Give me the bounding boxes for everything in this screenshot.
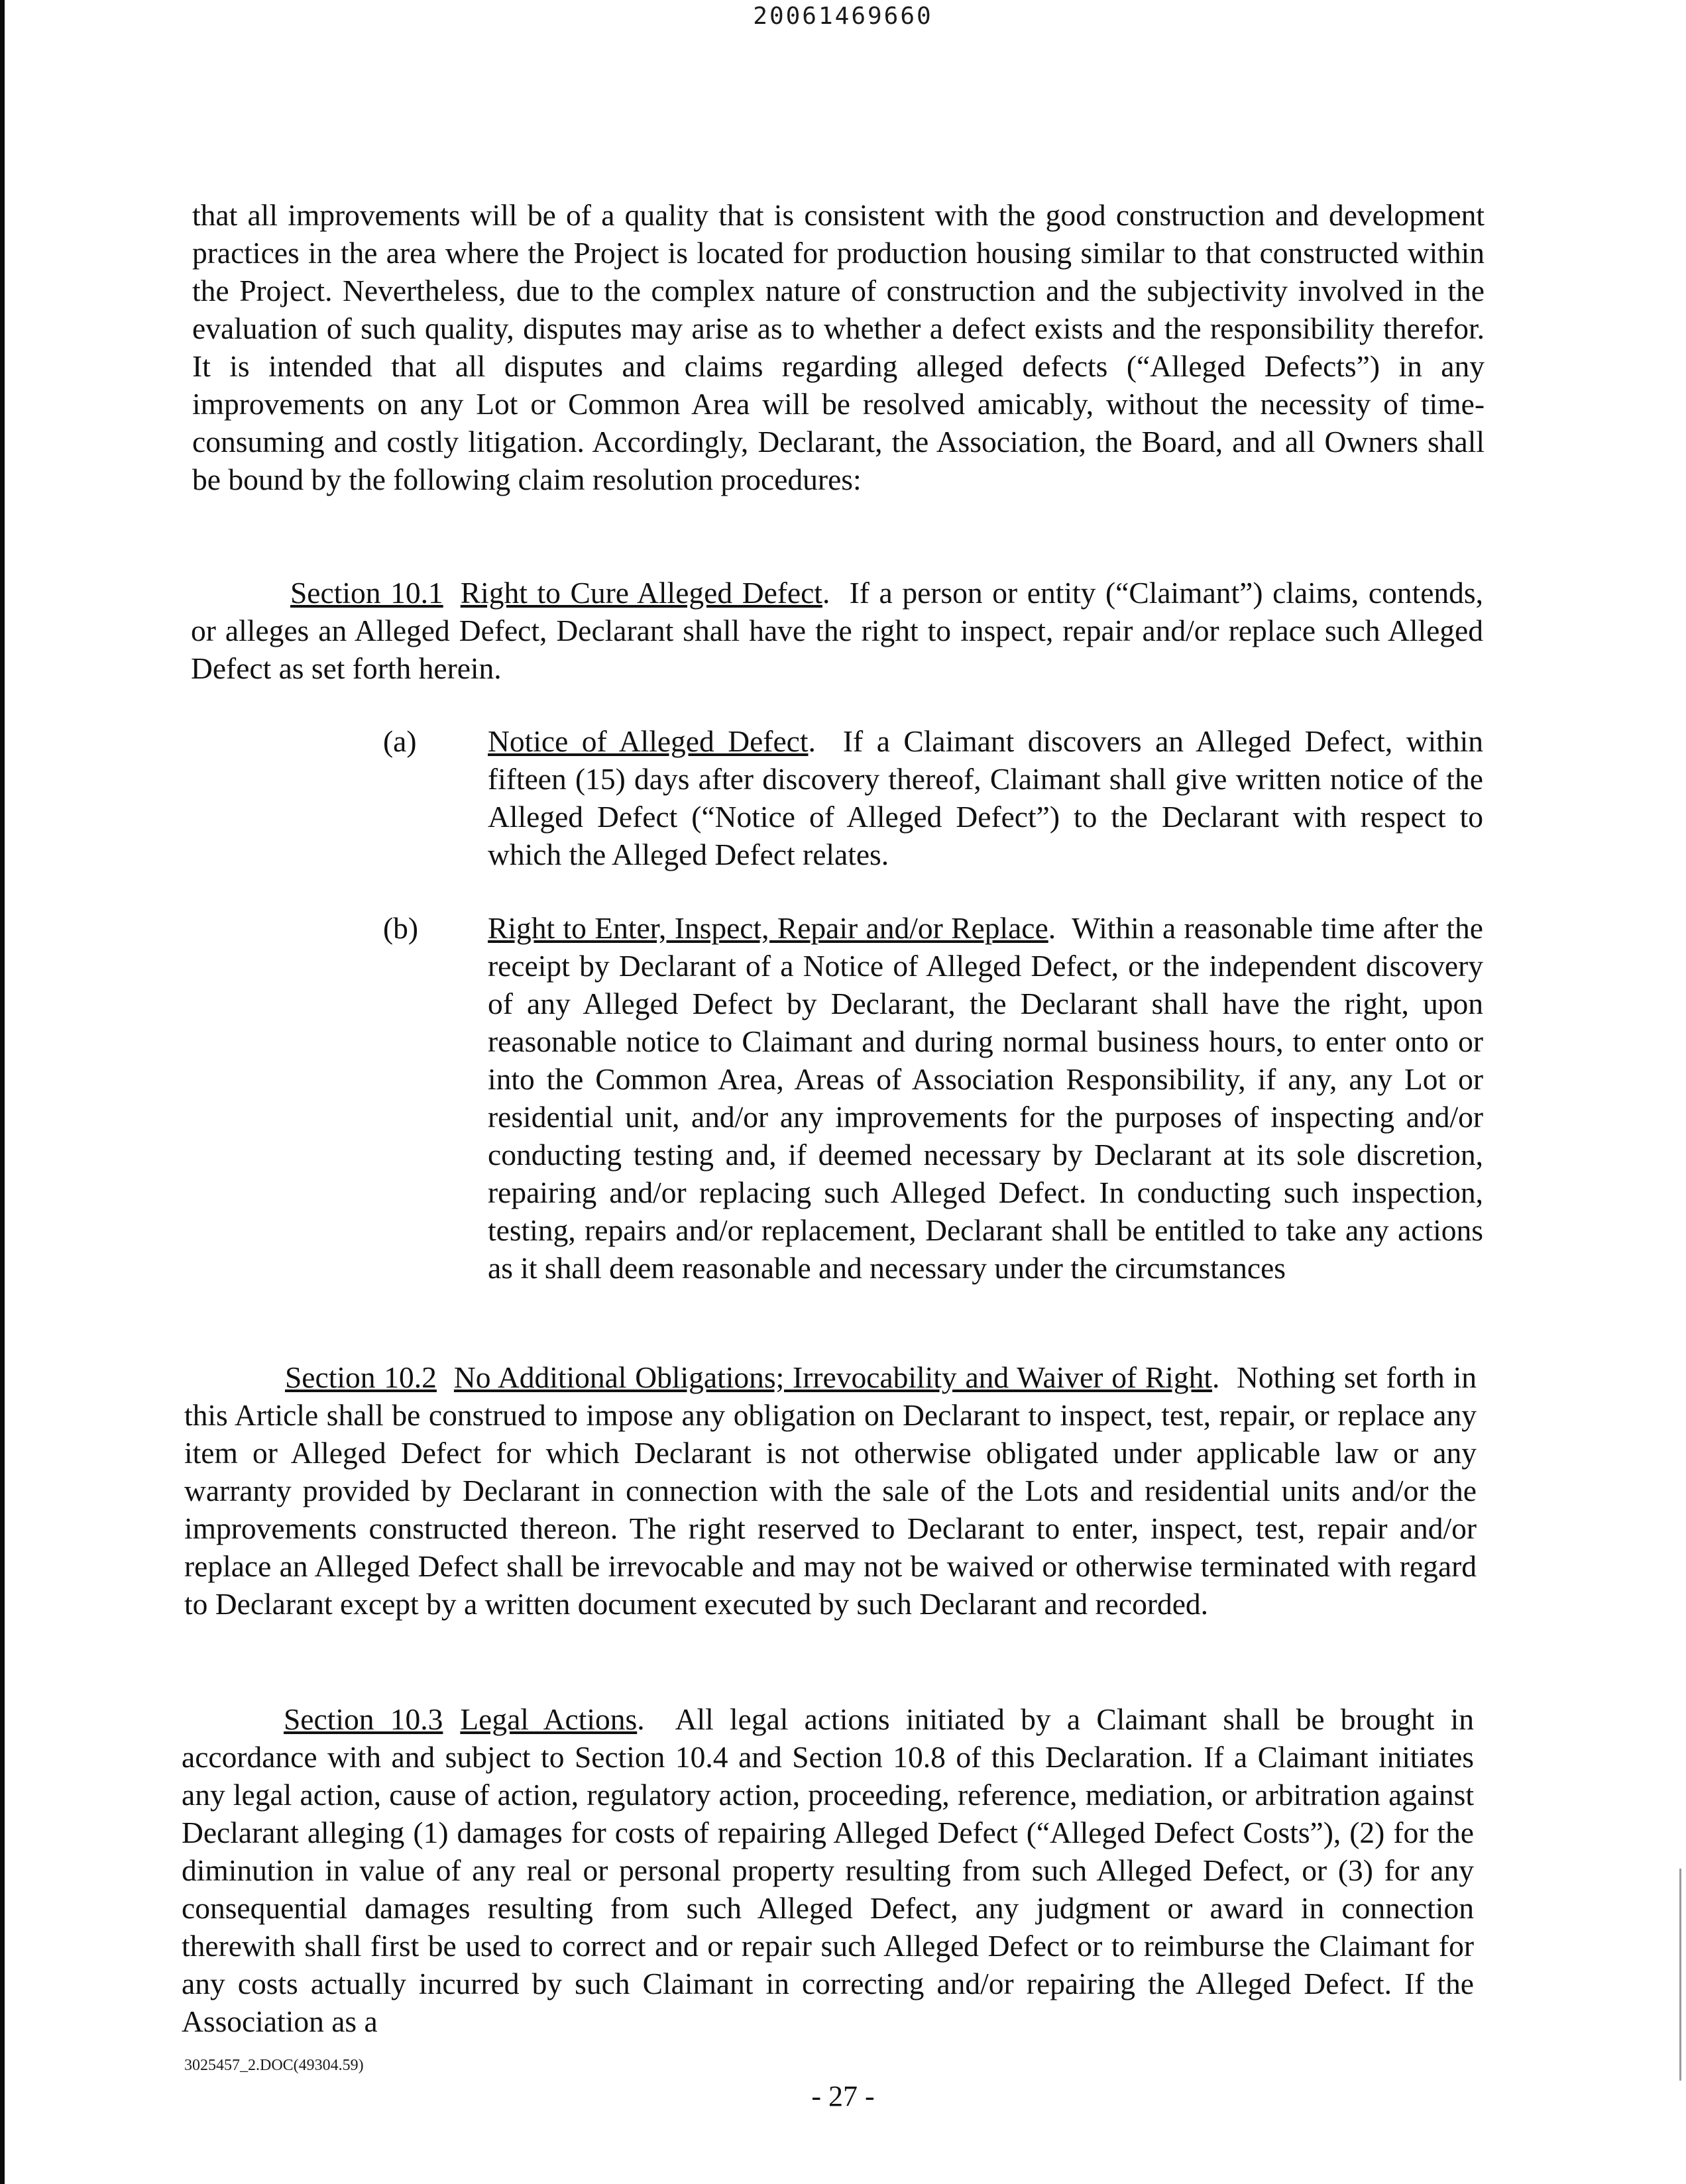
- section-10-1-title: Right to Cure Alleged Defect: [460, 576, 822, 610]
- subsection-a: [383, 722, 1483, 873]
- intro-paragraph: that all improvements will be of a quality that is consistent with the good construction and development practices in the area where the Project is located for production housing similar to that constructed within the Project. Nevertheless, due to the complex nature of construction and the subjectivity involved in the evaluation of such quality, disputes may arise as to whether a defect exists and the responsibility therefor. It is intended that all disputes and claims regarding alleged defects (“Alleged Defects”) in any improvements on any Lot or Common Area will be resolved amicably, without the necessity of time-consuming and costly litigation. Accordingly, Declarant, the Association, the Board, and all Owners shall be bound by the following claim resolution procedures:: [192, 198, 1485, 496]
- subsection-b-title: Right to Enter, Inspect, Repair and/or Replace: [488, 911, 1048, 945]
- section-10-3-text: All legal actions initiated by a Claimant shall be brought in accordance with and subject to Section 10.4 and Section 10.8 of this Declaration. If a Claimant initiates any legal action, cause of action, regulatory action, proceeding, reference, mediation, or arbitration against Declarant alleging (1) damages for costs of repairing Alleged Defect (“Alleged Defect Costs”), (2) for the diminution in value of any real or personal property resulting from such Alleged Defect, or (3) for any consequential damages resulting from such Alleged Defect, any judgment or award in connection therewith shall first be used to correct and or repair such Alleged Defect or to reimburse the Claimant for any costs actually incurred by such Claimant in correcting and/or repairing the Alleged Defect. If the Association as a: [182, 1702, 1474, 2038]
- section-10-2-number: Section 10.2: [285, 1360, 437, 1394]
- subsection-a-title: Notice of Alleged Defect: [488, 724, 809, 758]
- section-10-2-title: No Additional Obligations; Irrevocability and Waiver of Right: [453, 1360, 1213, 1394]
- scan-right-mark: [1679, 1869, 1681, 2081]
- subsection-b-text: Within a reasonable time after the receipt by Declarant of a Notice of Alleged Defect, or the independent discovery of any Alleged Defect by Declarant, the Declarant shall have the right, upon reasonable notice to Claimant and during normal business hours, to enter onto or into the Common Area, Areas of Association Responsibility, if any, any Lot or residential unit, and/or any improvements for the purposes of inspecting and/or conducting testing and, if deemed necessary by Declarant at its sole discretion, repairing and/or replacing such Alleged Defect. In conducting such inspection, testing, repairs and/or replacement, Declarant shall be entitled to take any actions as it shall deem reasonable and necessary under the circumstances: [488, 911, 1483, 1285]
- subsection-a-body: Notice of Alleged Defect. If a Claimant discovers an Alleged Defect, within fifteen (15) days after discovery thereof, Claimant shall give written notice of the Alleged Defect (“Notice of Alleged Defect”) to the Declarant with respect to which the Alleged Defect relates.: [488, 724, 1483, 871]
- subsection-b-body: Right to Enter, Inspect, Repair and/or Replace. Within a reasonable time after the receipt by Declarant of a Notice of Alleged Defect, or the independent discovery of any Alleged Defect by Declarant, the Declarant shall have the right, upon reasonable notice to Claimant and during normal business hours, to enter onto or into the Common Area, Areas of Association Responsibility, if any, any Lot or residential unit, and/or any improvements for the purposes of inspecting and/or conducting testing and, if deemed necessary by Declarant at its sole discretion, repairing and/or replacing such Alleged Defect. In conducting such inspection, testing, repairs and/or replacement, Declarant shall be entitled to take any actions as it shall deem reasonable and necessary under the circumstances: [488, 911, 1483, 1285]
- section-10-2-text: Nothing set forth in this Article shall be construed to impose any obligation on Declarant to inspect, test, repair, or replace any item or Alleged Defect for which Declarant is not otherwise obligated under applicable law or any warranty provided by Declarant in connection with the sale of the Lots and residential units and/or the improvements constructed thereon. The right reserved to Declarant to enter, inspect, test, repair and/or replace an Alleged Defect shall be irrevocable and may not be waived or otherwise terminated with regard to Declarant except by a written document executed by such Declarant and recorded.: [184, 1360, 1477, 1621]
- section-10-3-number: Section 10.3: [284, 1702, 443, 1736]
- subsection-b-label: (b): [383, 911, 419, 945]
- footer-file-id: 3025457_2.DOC(49304.59): [184, 2057, 364, 2074]
- subsection-b: [383, 909, 1483, 1287]
- section-10-1-text: If a person or entity (“Claimant”) claims, contends, or alleges an Alleged Defect, Declarant shall have the right to inspect, repair and/or replace such Alleged Defect as set forth herein.: [191, 576, 1484, 685]
- subsection-a-text: If a Claimant discovers an Alleged Defect, within fifteen (15) days after discovery thereof, Claimant shall give written notice of the Alleged Defect (“Notice of Alleged Defect”) to the Declarant with respect to which the Alleged Defect relates.: [488, 724, 1483, 871]
- section-10-1: Section 10.1 Right to Cure Alleged Defect. If a person or entity (“Claimant”) claims, contends, or alleges an Alleged Defect, Declarant shall have the right to inspect, repair and/or replace such Alleged Defect as set forth herein.: [191, 576, 1484, 685]
- section-10-1-number: Section 10.1: [290, 576, 443, 610]
- section-10-2: Section 10.2 No Additional Obligations; Irrevocability and Waiver of Right. Nothing set forth in this Article shall be construed to impose any obligation on Declarant to inspect, test, repair, or replace any item or Alleged Defect for which Declarant is not otherwise obligated under applicable law or any warranty provided by Declarant in connection with the sale of the Lots and residential units and/or the improvements constructed thereon. The right reserved to Declarant to enter, inspect, test, repair and/or replace an Alleged Defect shall be irrevocable and may not be waived or otherwise terminated with regard to Declarant except by a written document executed by such Declarant and recorded.: [184, 1360, 1477, 1621]
- section-10-3: Section 10.3 Legal Actions. All legal actions initiated by a Claimant shall be brought in accordance with and subject to Section 10.4 and Section 10.8 of this Declaration. If a Claimant initiates any legal action, cause of action, regulatory action, proceeding, reference, mediation, or arbitration against Declarant alleging (1) damages for costs of repairing Alleged Defect (“Alleged Defect Costs”), (2) for the diminution in value of any real or personal property resulting from such Alleged Defect, or (3) for any consequential damages resulting from such Alleged Defect, any judgment or award in connection therewith shall first be used to correct and or repair such Alleged Defect or to reimburse the Claimant for any costs actually incurred by such Claimant in correcting and/or repairing the Alleged Defect. If the Association as a: [182, 1702, 1474, 2038]
- page-number: - 27 -: [811, 2080, 875, 2112]
- subsection-a-label: (a): [383, 724, 417, 758]
- document-number: 20061469660: [753, 3, 933, 30]
- scan-left-edge: [0, 0, 5, 2184]
- section-10-3-title: Legal Actions: [460, 1702, 638, 1736]
